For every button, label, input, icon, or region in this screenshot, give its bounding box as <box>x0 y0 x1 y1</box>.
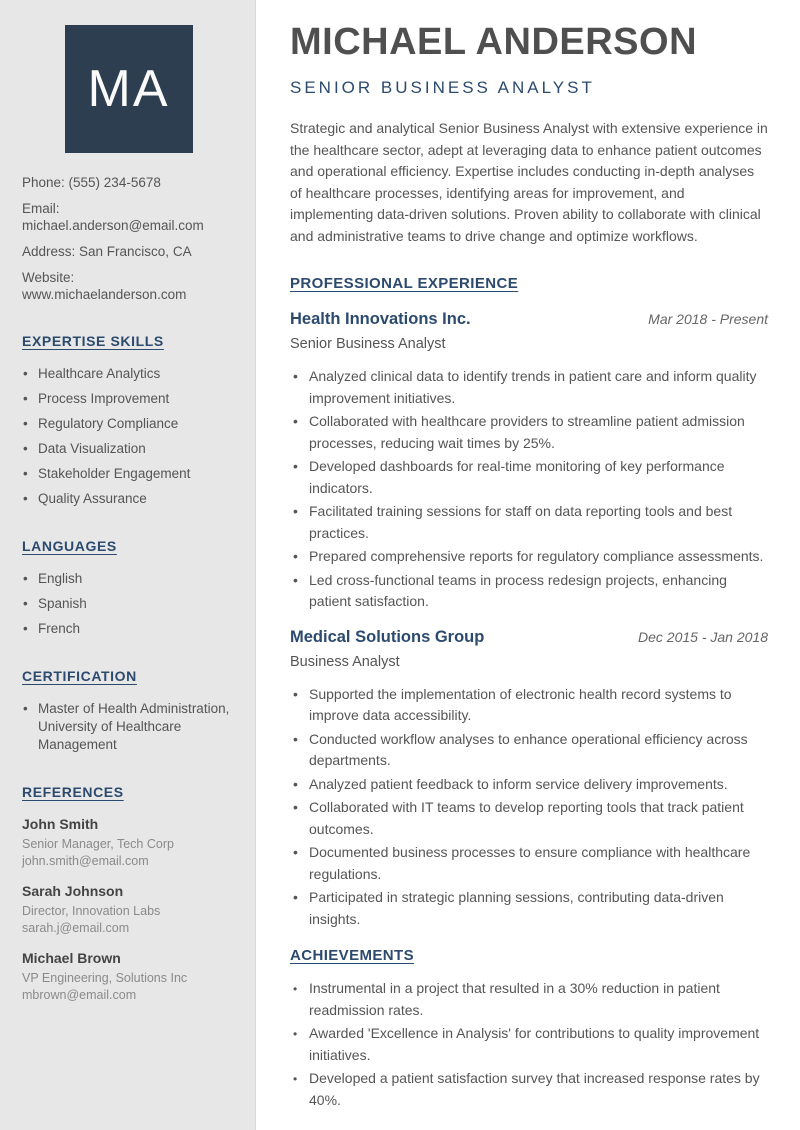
avatar-initials: MA <box>87 60 170 118</box>
professional-experience-heading: PROFESSIONAL EXPERIENCE <box>290 275 519 292</box>
reference-role: Director, Innovation Labs <box>22 904 161 918</box>
section-certification <box>22 668 235 754</box>
job-bullet-list <box>290 366 768 613</box>
reference-name: John Smith <box>22 816 99 832</box>
expertise-skills-list <box>22 365 235 508</box>
certification-heading: CERTIFICATION <box>22 668 137 684</box>
job-bullet: • Supported the implementation of electronic health record systems to improve data accessibility. <box>290 684 768 727</box>
languages-heading: LANGUAGES <box>22 538 117 554</box>
section-languages <box>22 538 235 638</box>
job-company: Medical Solutions Group <box>290 627 485 646</box>
reference-entry <box>22 950 235 1004</box>
achievements-list <box>290 978 768 1111</box>
language-item: • French <box>22 620 235 638</box>
section-professional-experience <box>290 275 768 930</box>
avatar <box>65 25 193 153</box>
job-entry <box>290 309 768 613</box>
page-title: MICHAEL ANDERSON <box>290 21 698 63</box>
contact-website: Website: www.michaelanderson.com <box>22 270 187 302</box>
reference-email: john.smith@email.com <box>22 854 149 868</box>
reference-email: mbrown@email.com <box>22 988 137 1002</box>
main-content <box>257 0 800 1130</box>
contact-info <box>22 174 235 303</box>
job-position: Business Analyst <box>290 653 400 670</box>
reference-entry <box>22 883 235 937</box>
reference-role: VP Engineering, Solutions Inc <box>22 971 188 985</box>
professional-summary: Strategic and analytical Senior Business Analyst with extensive experience in the healthcare sector, adept at leveraging data to enhance patient outcomes and operational efficiency. Expertise includes conducting in-depth analyses of healthcare processes, identifying areas for improvement, and implementing data-driven solutions. Proven ability to collaborate with clinical and administrative teams to drive change and optimize workflows. <box>290 120 768 244</box>
job-bullet: • Led cross-functional teams in process redesign projects, enhancing patient satisfaction. <box>290 570 768 613</box>
reference-name: Sarah Johnson <box>22 883 124 899</box>
reference-name: Michael Brown <box>22 950 121 966</box>
job-header-row <box>290 627 768 647</box>
skill-item: • Quality Assurance <box>22 490 235 508</box>
language-item: • Spanish <box>22 595 235 613</box>
achievement-bullet: • Developed a patient satisfaction survey that increased response rates by 40%. <box>290 1068 768 1111</box>
sidebar <box>0 0 256 1130</box>
job-dates: Dec 2015 - Jan 2018 <box>638 628 768 645</box>
job-entry <box>290 627 768 931</box>
languages-list <box>22 570 235 638</box>
skill-item: • Stakeholder Engagement <box>22 465 235 483</box>
reference-entry <box>22 816 235 870</box>
skill-item: • Regulatory Compliance <box>22 415 235 433</box>
job-bullet: • Collaborated with healthcare providers to streamline patient admission processes, reducing wait times by 25%. <box>290 411 768 454</box>
reference-role: Senior Manager, Tech Corp <box>22 837 174 851</box>
contact-address: Address: San Francisco, CA <box>22 244 192 259</box>
job-bullet: • Documented business processes to ensure compliance with healthcare regulations. <box>290 842 768 885</box>
contact-email: Email: michael.anderson@email.com <box>22 201 204 233</box>
job-bullet: • Participated in strategic planning sessions, contributing data-driven insights. <box>290 887 768 930</box>
section-achievements <box>290 947 768 1111</box>
job-title: SENIOR BUSINESS ANALYST <box>290 78 595 97</box>
job-bullet: • Facilitated training sessions for staff on data reporting tools and best practices. <box>290 501 768 544</box>
job-bullet: • Analyzed clinical data to identify trends in patient care and inform quality improvement initiatives. <box>290 366 768 409</box>
references-heading: REFERENCES <box>22 784 124 800</box>
job-header-row <box>290 309 768 329</box>
skill-item: • Process Improvement <box>22 390 235 408</box>
job-bullet: • Conducted workflow analyses to enhance operational efficiency across departments. <box>290 729 768 772</box>
contact-phone: Phone: (555) 234-5678 <box>22 175 161 190</box>
certification-list <box>22 700 235 754</box>
achievements-heading: ACHIEVEMENTS <box>290 947 414 964</box>
job-bullet: • Developed dashboards for real-time monitoring of key performance indicators. <box>290 456 768 499</box>
language-item: • English <box>22 570 235 588</box>
skill-item: • Data Visualization <box>22 440 235 458</box>
job-bullet-list <box>290 684 768 931</box>
achievement-bullet: • Instrumental in a project that resulted in a 30% reduction in patient readmission rates. <box>290 978 768 1021</box>
expertise-skills-heading: EXPERTISE SKILLS <box>22 333 164 349</box>
skill-item: • Healthcare Analytics <box>22 365 235 383</box>
job-bullet: • Prepared comprehensive reports for regulatory compliance assessments. <box>290 546 768 568</box>
job-company: Health Innovations Inc. <box>290 310 471 328</box>
reference-email: sarah.j@email.com <box>22 921 130 935</box>
job-bullet: • Analyzed patient feedback to inform service delivery improvements. <box>290 774 768 796</box>
section-expertise-skills <box>22 333 235 508</box>
job-position: Senior Business Analyst <box>290 336 446 352</box>
section-references <box>22 784 235 1004</box>
job-dates: Mar 2018 - Present <box>648 311 768 327</box>
achievement-bullet: • Awarded 'Excellence in Analysis' for contributions to quality improvement initiatives. <box>290 1023 768 1066</box>
job-bullet: • Collaborated with IT teams to develop reporting tools that track patient outcomes. <box>290 797 768 840</box>
certification-item: • Master of Health Administration, University of Healthcare Management <box>22 700 235 754</box>
